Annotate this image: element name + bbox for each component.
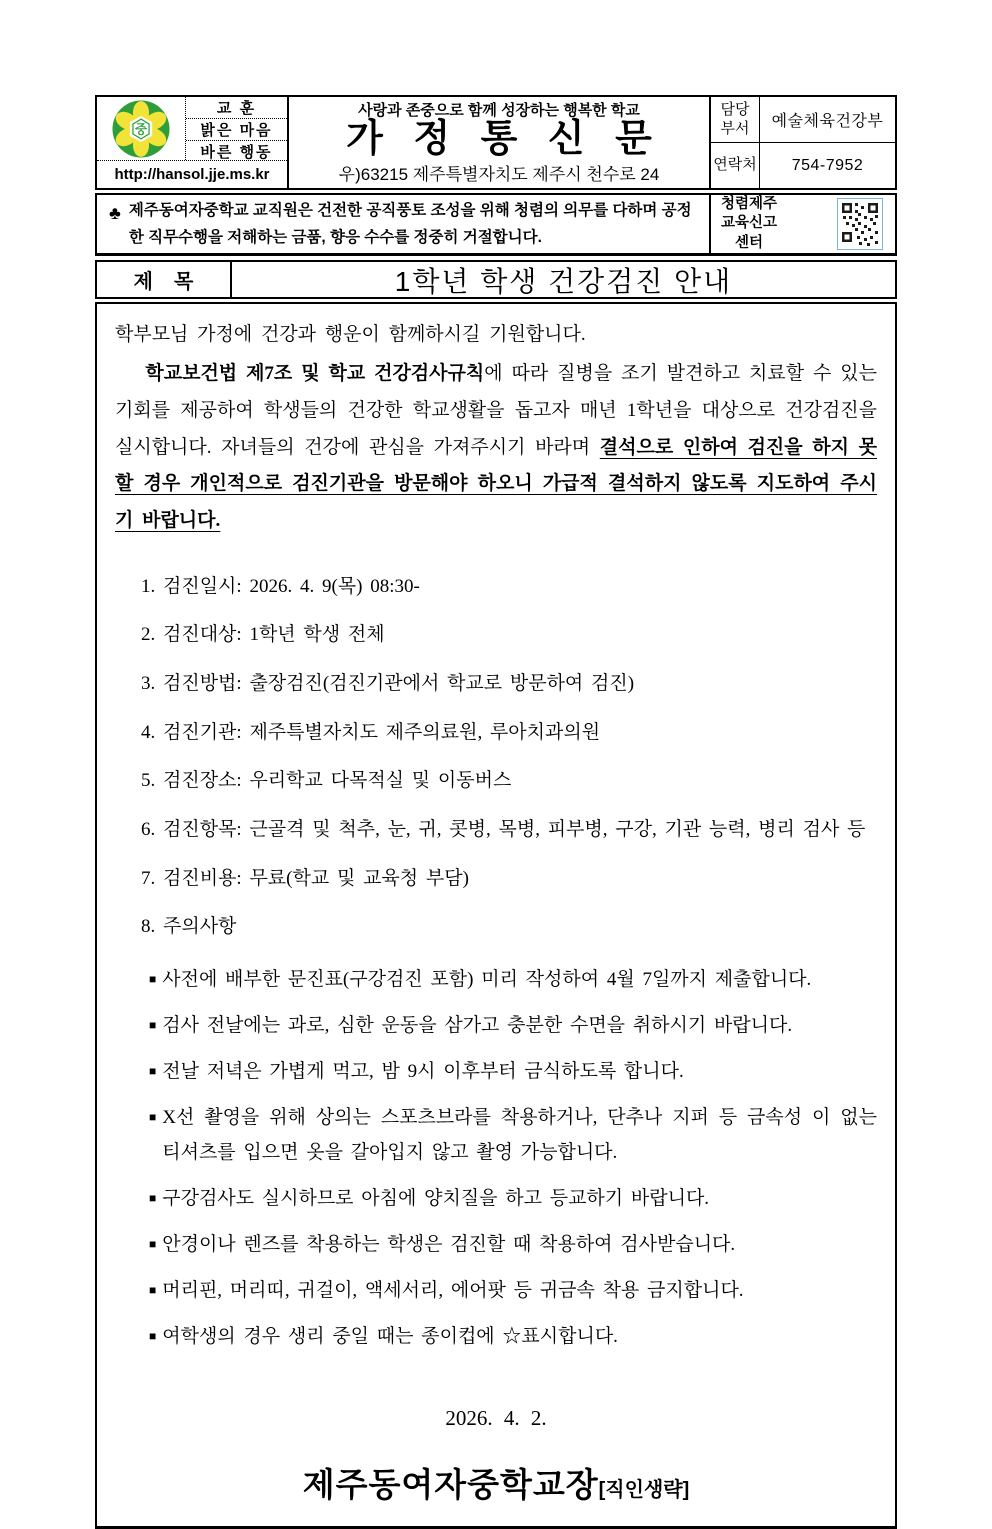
header-left-top	[97, 97, 287, 160]
report-center-label	[721, 195, 777, 254]
caution-notes-list	[149, 963, 877, 1355]
motto-line-1: 밝은 마음	[186, 119, 287, 141]
dept-row	[711, 97, 895, 142]
square-bullet-icon: ■	[149, 1110, 157, 1125]
subject-title: 1학년 학생 건강검진 안내	[394, 265, 733, 297]
svg-text:중: 중	[135, 121, 147, 136]
greeting-line: 학부모님 가정에 건강과 행운이 함께하시길 기원합니다.	[115, 324, 586, 345]
intro-bold-text: 학교보건법 제7조 및 학교 건강검사규칙	[145, 363, 485, 385]
subject-row	[95, 260, 897, 299]
note-item	[149, 1009, 877, 1043]
note-item	[149, 1320, 877, 1354]
report-center-line3: 센터	[735, 234, 764, 251]
list-item: 4. 검진기관: 제주특별자치도 제주의료원, 루아치과의원	[141, 721, 601, 743]
intro-emphasis-text: 결석으로 인하여 검진을 하지 못할 경우 개인적으로 검진기관을 방문해야 하오니 가급적 결석하지 않도록 지도하여 주시기 바랍니다.	[115, 436, 877, 532]
header	[95, 95, 897, 190]
list-item: 3. 검진방법: 출장검진(검진기관에서 학교로 방문하여 검진)	[141, 672, 635, 694]
newsletter-page	[95, 0, 897, 1529]
letter-body	[95, 302, 897, 1529]
school-motto	[185, 97, 287, 160]
note-item	[149, 1182, 877, 1216]
note-text: 사전에 배부한 문진표(구강검진 포함) 미리 작성하여 4월 7일까지 제출합니다.	[162, 968, 812, 990]
note-text: 검사 전날에는 과로, 심한 운동을 삼가고 충분한 수면을 취하시기 바랍니다.	[162, 1014, 793, 1036]
school-address: 우)63215 제주특별자치도 제주시 천수로 24	[338, 164, 660, 184]
school-url: http://hansol.jje.ms.kr	[97, 160, 287, 188]
list-item: 8. 주의사항	[141, 916, 237, 938]
qr-code-icon	[837, 198, 883, 250]
subject-label: 제 목	[97, 262, 232, 297]
motto-label: 교 훈	[186, 97, 287, 119]
square-bullet-icon: ■	[149, 1283, 157, 1298]
header-left	[97, 97, 287, 188]
dept-label-line1: 담당	[720, 100, 750, 118]
dept-label-line2: 부서	[720, 119, 750, 137]
contact-row	[711, 142, 895, 188]
note-text: 머리핀, 머리띠, 귀걸이, 액세서리, 에어팟 등 귀금속 착용 금지합니다.	[162, 1280, 744, 1302]
square-bullet-icon: ■	[149, 971, 157, 986]
list-item: 5. 검진장소: 우리학교 다목적실 및 이동버스	[141, 770, 512, 792]
report-center-line1: 청렴제주	[721, 195, 778, 212]
school-logo	[97, 97, 185, 160]
issue-date: 2026. 4. 2.	[445, 1406, 547, 1431]
note-item	[149, 1055, 877, 1089]
square-bullet-icon: ■	[149, 1064, 157, 1079]
school-logo-icon	[110, 98, 172, 160]
report-center-cell	[709, 195, 895, 253]
list-item: 7. 검진비용: 무료(학교 및 교육청 부담)	[141, 867, 469, 889]
club-bullet-icon: ♣	[109, 203, 121, 223]
note-text: 구강검사도 실시하므로 아침에 양치질을 하고 등교하기 바랍니다.	[162, 1187, 710, 1209]
principal-signature: 제주동여자중학교장	[302, 1466, 599, 1504]
intro-paragraph	[115, 356, 877, 539]
ethics-statement-text: 제주동여자중학교 교직원은 건전한 공직풍토 조성을 위해 청렴의 의무를 다하며 공정한 직무수행을 저해하는 금품, 향응 수수를 정중히 거절합니다.	[128, 201, 692, 246]
note-item	[149, 1274, 877, 1308]
square-bullet-icon: ■	[149, 1329, 157, 1344]
note-text: X선 촬영을 위해 상의는 스포츠브라를 착용하거나, 단추나 지퍼 등 금속성 이 없는 티셔츠를 입으면 옷을 갈아입지 않고 촬영 가능합니다.	[162, 1107, 877, 1163]
note-item	[149, 963, 877, 997]
contact-value: 754-7952	[791, 156, 864, 174]
seal-omitted-note: [직인생략]	[598, 1479, 690, 1502]
ethics-statement	[97, 195, 709, 253]
list-item: 2. 검진대상: 1학년 학생 전체	[141, 624, 385, 646]
motto-line-2: 바른 행동	[200, 144, 273, 161]
square-bullet-icon: ■	[149, 1190, 157, 1205]
square-bullet-icon: ■	[149, 1236, 157, 1251]
intro-regular-text: 에 따라 질병을 조기 발견하고 치료할 수 있는 기회를 제공하여 학생들의 건강한 학교생활을 돕고자 매년 1학년을 대상으로 건강검진을 실시합니다. 자녀들의 건강에 관심을 가져주시기 바라며	[115, 363, 877, 458]
note-item	[149, 1101, 877, 1169]
list-item: 1. 검진일시: 2026. 4. 9(목) 08:30-	[141, 575, 420, 597]
note-text: 안경이나 렌즈를 착용하는 학생은 검진할 때 착용하여 검사받습니다.	[162, 1233, 736, 1255]
note-text: 여학생의 경우 생리 중일 때는 종이컵에 ☆표시합니다.	[162, 1326, 618, 1348]
list-item: 6. 검진항목: 근골격 및 척추, 눈, 귀, 콧병, 목병, 피부병, 구강, 기관 능력, 병리 검사 등	[141, 818, 866, 840]
header-center	[287, 97, 709, 188]
school-slogan: 사랑과 존중으로 함께 성장하는 행복한 학교	[358, 102, 640, 119]
note-text: 전날 저녁은 가볍게 먹고, 밤 9시 이후부터 금식하도록 합니다.	[162, 1061, 684, 1083]
dept-label	[711, 97, 760, 142]
note-item	[149, 1228, 877, 1262]
square-bullet-icon: ■	[149, 1017, 157, 1032]
report-center-line2: 교육신고	[721, 215, 778, 232]
contact-label: 연락처	[711, 143, 760, 188]
checkup-info-list	[141, 574, 877, 940]
dept-value: 예술체육건강부	[771, 113, 884, 130]
signature-line	[115, 1459, 877, 1506]
header-contact-table	[709, 97, 895, 188]
ethics-banner	[95, 193, 897, 256]
document-type-title: 가 정 통 신 문	[346, 118, 662, 161]
